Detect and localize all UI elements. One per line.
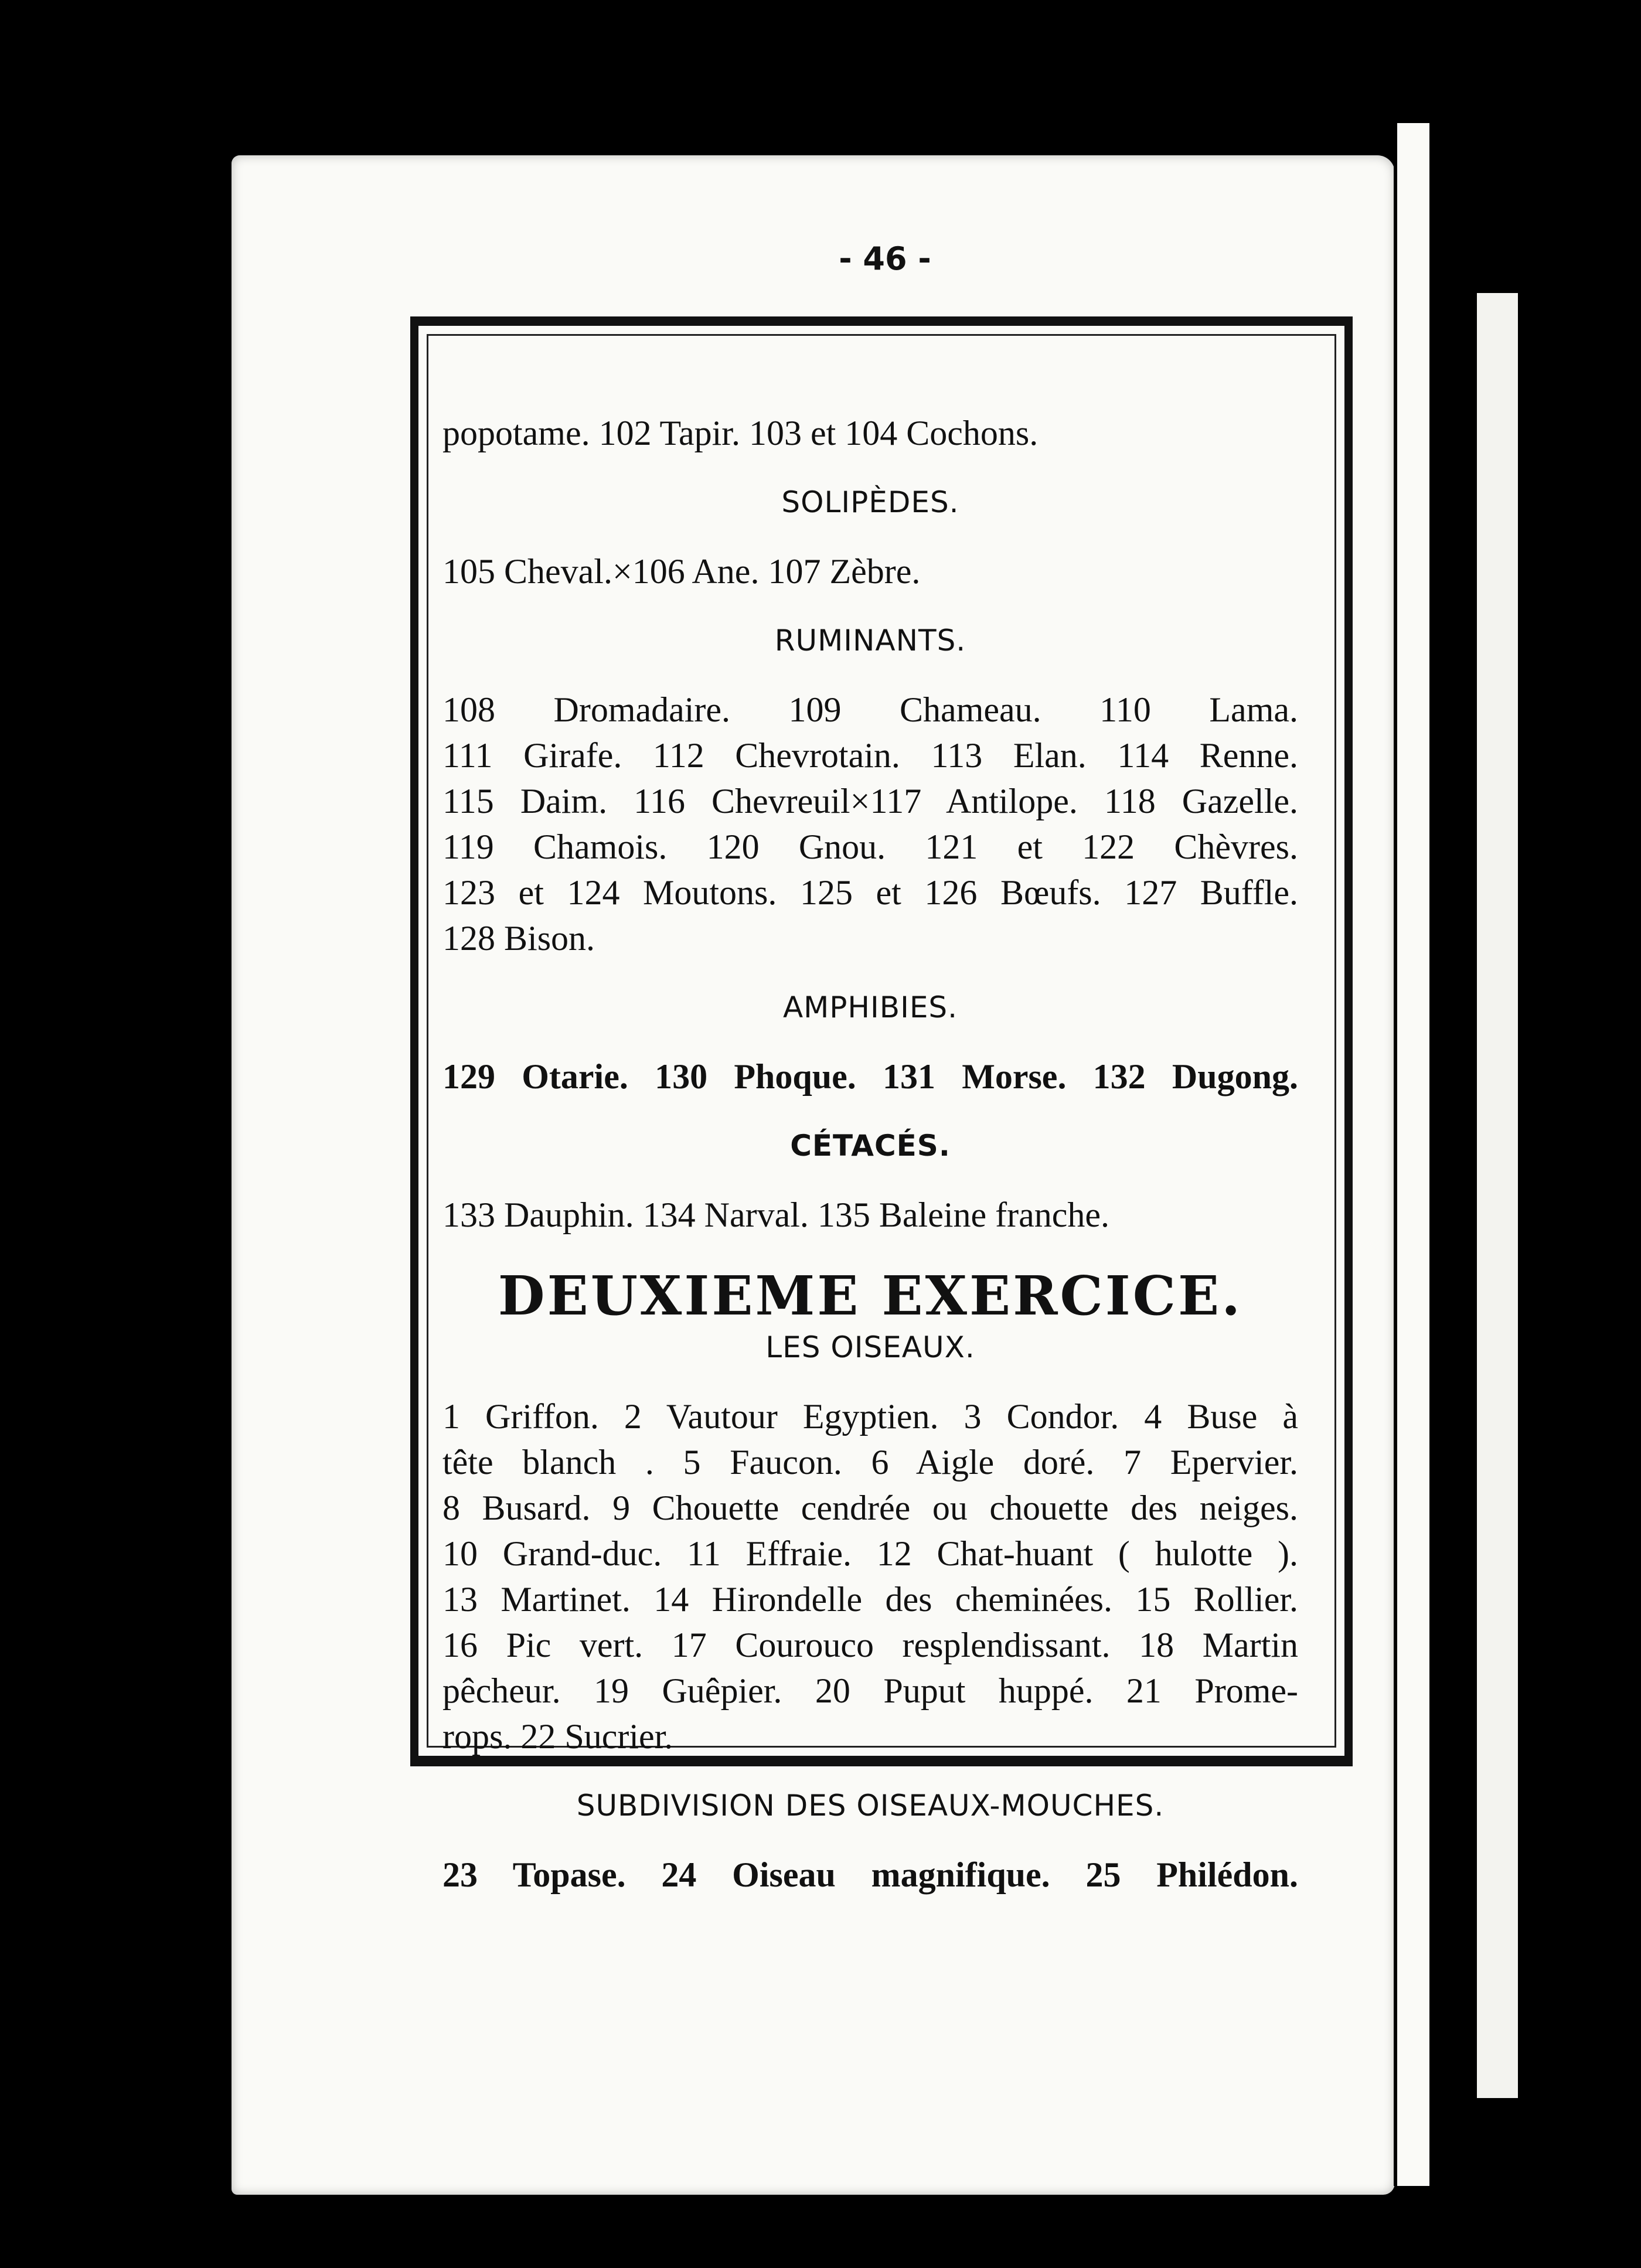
- text-line: popotame. 102 Tapir. 103 et 104 Cochons.: [442, 414, 1039, 452]
- text-line: tête blanch . 5 Faucon. 6 Aigle doré. 7 Epervier.: [442, 1443, 1298, 1482]
- section-heading-cetaces: CÉTACÉS.: [790, 1129, 951, 1163]
- text-line: 16 Pic vert. 17 Couroucо resplendissant. 18 Martin: [442, 1626, 1298, 1664]
- section-heading-amphibies: AMPHIBIES.: [782, 990, 958, 1024]
- page-content: [442, 410, 1298, 1898]
- text-line: 23 Topase. 24 Oiseau magnifique. 25 Philédon.: [442, 1855, 1298, 1894]
- text-line: 8 Busard. 9 Chouette cendrée ou chouette des neiges.: [442, 1489, 1298, 1527]
- text-line: 10 Grand-duc. 11 Effraie. 12 Chat-huant ( hulotte ).: [442, 1534, 1298, 1573]
- text-line: 133 Dauphin. 134 Narval. 135 Baleine franche.: [442, 1196, 1109, 1234]
- exercise-heading: DEUXIEME EXERCICE.: [498, 1264, 1243, 1327]
- text-line: 128 Bison.: [442, 919, 595, 958]
- text-line: 119 Chamois. 120 Gnou. 121 et 122 Chèvres.: [442, 827, 1298, 866]
- text-line: 115 Daim. 116 Chevreuil×117 Antilope. 118 Gazelle.: [442, 782, 1298, 820]
- text-line: 13 Martinet. 14 Hirondelle des cheminées. 15 Rollier.: [442, 1580, 1298, 1619]
- text-line: 129 Otarie. 130 Phoque. 131 Morse. 132 Dugong.: [442, 1057, 1298, 1096]
- text-line: 123 et 124 Moutons. 125 et 126 Bœufs. 127 Buffle.: [442, 873, 1298, 912]
- section-heading-ruminants: RUMINANTS.: [774, 624, 966, 658]
- text-line: rops. 22 Sucrier.: [442, 1717, 673, 1756]
- section-heading-subdivision: SUBDIVISION DES OISEAUX-MOUCHES.: [576, 1789, 1165, 1823]
- text-line: 105 Cheval.×106 Ane. 107 Zèbre.: [442, 552, 921, 591]
- page-edge: [1394, 123, 1429, 2186]
- page-number: - 46 -: [839, 240, 931, 277]
- text-line: pêcheur. 19 Guêpier. 20 Puput huppé. 21 Prome-: [442, 1671, 1298, 1710]
- text-line: 108 Dromadaire. 109 Chameau. 110 Lama.: [442, 690, 1298, 729]
- text-line: 1 Griffon. 2 Vautour Egyptien. 3 Condor. 4 Buse à: [442, 1397, 1298, 1436]
- text-line: 111 Girafe. 112 Chevrotain. 113 Elan. 114 Renne.: [442, 736, 1298, 775]
- section-heading-solipedes: SOLIPÈDES.: [781, 485, 959, 519]
- section-heading-oiseaux: LES OISEAUX.: [765, 1330, 975, 1364]
- next-page-edge: [1471, 293, 1523, 2098]
